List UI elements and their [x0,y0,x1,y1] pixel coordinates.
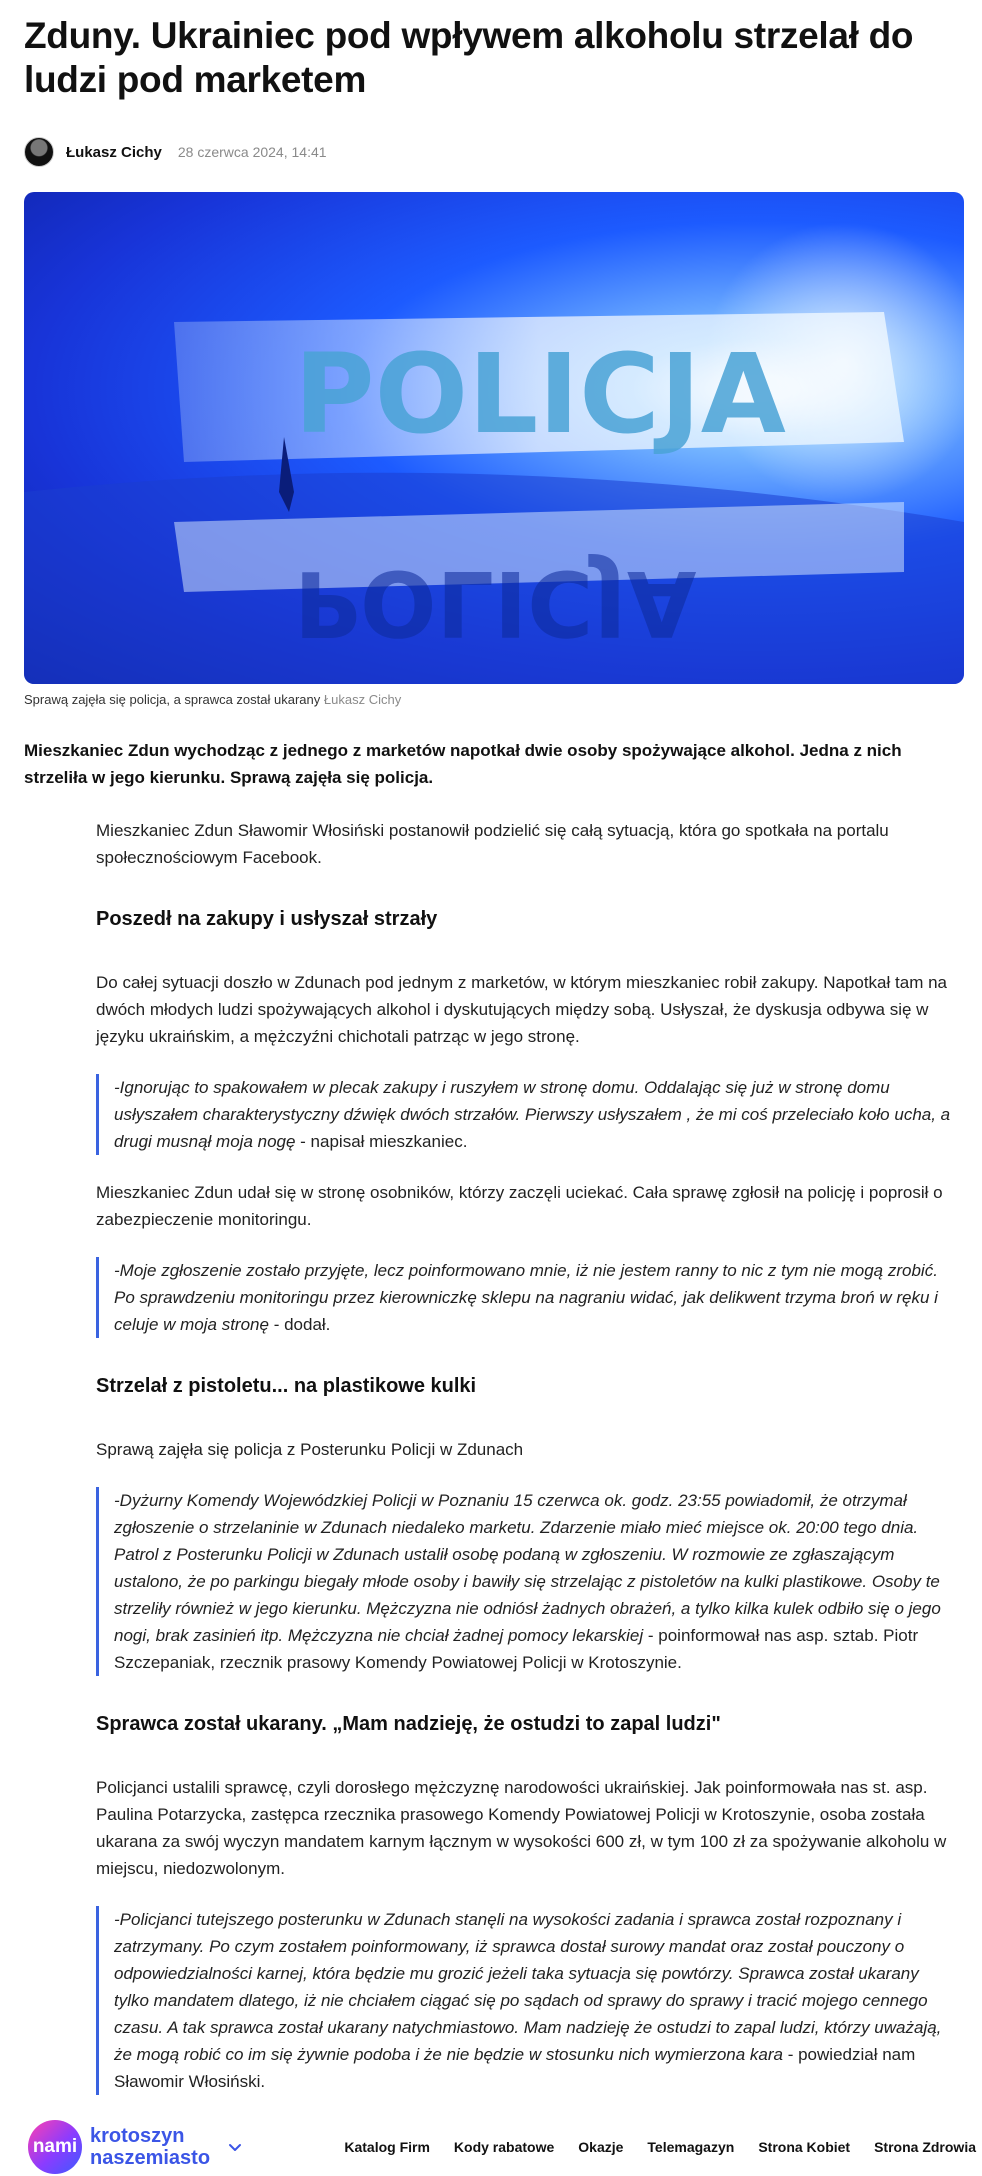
publish-date: 28 czerwca 2024, 14:41 [177,144,327,160]
author-avatar[interactable] [24,137,54,167]
article [24,14,964,2095]
section-heading: Sprawca został ukarany. „Mam nadzieję, że ostudzi to zapal ludzi" [96,1713,721,1735]
blockquote [96,1487,952,1676]
quote-text: -Policjanci tutejszego posterunku w Zdunach stanęli na wysokości zadania i sprawca został rozpoznany i zatrzymany. Po czym zostałem poinformowany, iż sprawca dostał surowy mandat oraz został pouczony o odpowiedzialności karnej, która będzie mu grozić jeżeli taka sytuacja się powtórzy. Sprawca został ukarany tylko mandatem dlatego, iż nie chciałem ciągać się po sądach od sprawy do sprawy i tracić mojego cennego czasu. A tak sprawca został ukarany natychmiastowo. Mam nadzieję że ostudzi to zapal ludzi, którzy uważają, że mogą robić co im się żywnie podoba i że nie będzie w stosunku nich wymierzona kara [114,1910,942,2064]
article-title: Zduny. Ukrainiec pod wpływem alkoholu strzelał do ludzi pod marketem [24,15,914,100]
nav-link-katalog-firm[interactable]: Katalog Firm [344,2139,430,2155]
bottom-navigation-bar [0,2118,982,2176]
paragraph: Policjanci ustalili sprawcę, czyli dorosłego mężczyznę narodowości ukraińskiej. Jak poinformowała nas st. asp. Paulina Potarzycka, zastępca rzecznika prasowego Komendy Powiatowej Policji w Krotoszynie, osoba została ukarana za swój wyczyn mandatem karnym łącznym w wysokości 600 zł, w tym 100 zł za spożywanie alkoholu w miejscu, niedozwolonym. [96,1778,947,1878]
quote-text: -Moje zgłoszenie zostało przyjęte, lecz poinformowano mnie, iż nie jestem ranny to nic z tym nie mogą zrobić. Po sprawdzeniu monitoringu przez kierowniczkę sklepu na nagraniu widać, jak delikwent trzyma broń w ręku i celuje w moja stronę [114,1261,938,1334]
quote-attribution: - napisał mieszkaniec. [295,1132,468,1151]
partner-links [344,2118,976,2176]
article-meta [24,136,964,168]
quote-attribution: - dodał. [268,1315,331,1334]
logo-line-city: krotoszyn [90,2125,185,2147]
site-logo-badge[interactable]: nami [28,2120,82,2174]
caption-text: Sprawą zajęła się policja, a sprawca został ukarany [24,692,321,707]
paragraph: Mieszkaniec Zdun udał się w stronę osobników, którzy zaczęli uciekać. Cała sprawę zgłosił na policję i poprosił o zabezpieczenie monitoringu. [96,1183,943,1229]
quote-attribution: - powiedział nam Sławomir Włosiński. [114,2045,916,2091]
author-name[interactable]: Łukasz Cichy [66,143,162,161]
nav-link-strona-zdrowia[interactable]: Strona Zdrowia [874,2139,976,2155]
section-heading: Strzelał z pistoletu... na plastikowe kulki [96,1375,477,1397]
nav-link-kody-rabatowe[interactable]: Kody rabatowe [453,2139,555,2155]
blockquote [96,1906,952,2095]
police-sign-reflection: POLICJA [294,550,697,655]
section-heading: Poszedł na zakupy i usłyszał strzały [96,908,438,930]
article-body [96,817,952,2095]
nav-link-telemagazyn[interactable]: Telemagazyn [647,2139,735,2155]
image-caption [24,692,964,707]
quote-text: -Dyżurny Komendy Wojewódzkiej Policji w Poznaniu 15 czerwca ok. godz. 23:55 powiadomił, że otrzymał zgłoszenie o strzelaninie w Zdunach niedaleko marketu. Zdarzenie miało mieć miejsce ok. 20:00 tego dnia. Patrol z Posterunku Policji w Zdunach ustalił osobę podaną w zgłoszeniu. W rozmowie ze zgłaszającym ustalono, że po parkingu biegały młode osoby i bawiły się strzelając z pistoletów na kulki plastikowe. Osoby te strzeliły również w jego kierunku. Mężczyzna nie odniósł żadnych obrażeń, a tylko kilka kulek odbiło się o jego nogi, brak zasinień itp. Mężczyzna nie chciał żadnej pomocy lekarskiej [114,1491,941,1645]
paragraph: Mieszkaniec Zdun Sławomir Włosiński postanowił podzielić się całą sytuacją, która go spotkała na portalu społecznościowym Facebook. [96,821,889,867]
paragraph: Sprawą zajęła się policja z Posterunku Policji w Zdunach [96,1440,524,1459]
police-sign-text: POLICJA [294,330,786,458]
article-lead: Mieszkaniec Zdun wychodząc z jednego z marketów napotkał dwie osoby spożywające alkohol. Jedna z nich strzeliła w jego kierunku. Sprawą zajęła się policja. [24,741,902,787]
blockquote [96,1074,952,1155]
logo-line-brand: naszemiasto [90,2147,211,2169]
hero-image [24,192,964,684]
blockquote [96,1257,952,1338]
caption-credit: Łukasz Cichy [323,692,402,707]
quote-text: -Ignorując to spakowałem w plecak zakupy i ruszyłem w stronę domu. Oddalając się już w stronę domu usłyszałem charakterystyczny dźwięk dwóch strzałów. Pierwszy usłyszałem , że mi coś przeleciało koło ucha, a drugi musnął moja nogę [114,1078,951,1151]
quote-attribution: - poinformował nas asp. sztab. Piotr Szczepaniak, rzecznik prasowy Komendy Powiatowej Policji w Krotoszynie. [114,1626,919,1672]
nav-link-okazje[interactable]: Okazje [578,2139,624,2155]
chevron-down-icon[interactable] [228,2140,242,2154]
police-sign-illustration [24,192,964,684]
site-logo-text[interactable] [90,2125,210,2169]
paragraph: Do całej sytuacji doszło w Zdunach pod jednym z marketów, w którym mieszkaniec robił zakupy. Napotkał tam na dwóch młodych ludzi spożywających alkohol i dyskutujących między sobą. Usłyszał, że dyskusja odbywa się w języku ukraińskim, a mężczyźni chichotali patrząc w jego stronę. [96,973,947,1046]
nav-link-strona-kobiet[interactable]: Strona Kobiet [758,2139,851,2155]
